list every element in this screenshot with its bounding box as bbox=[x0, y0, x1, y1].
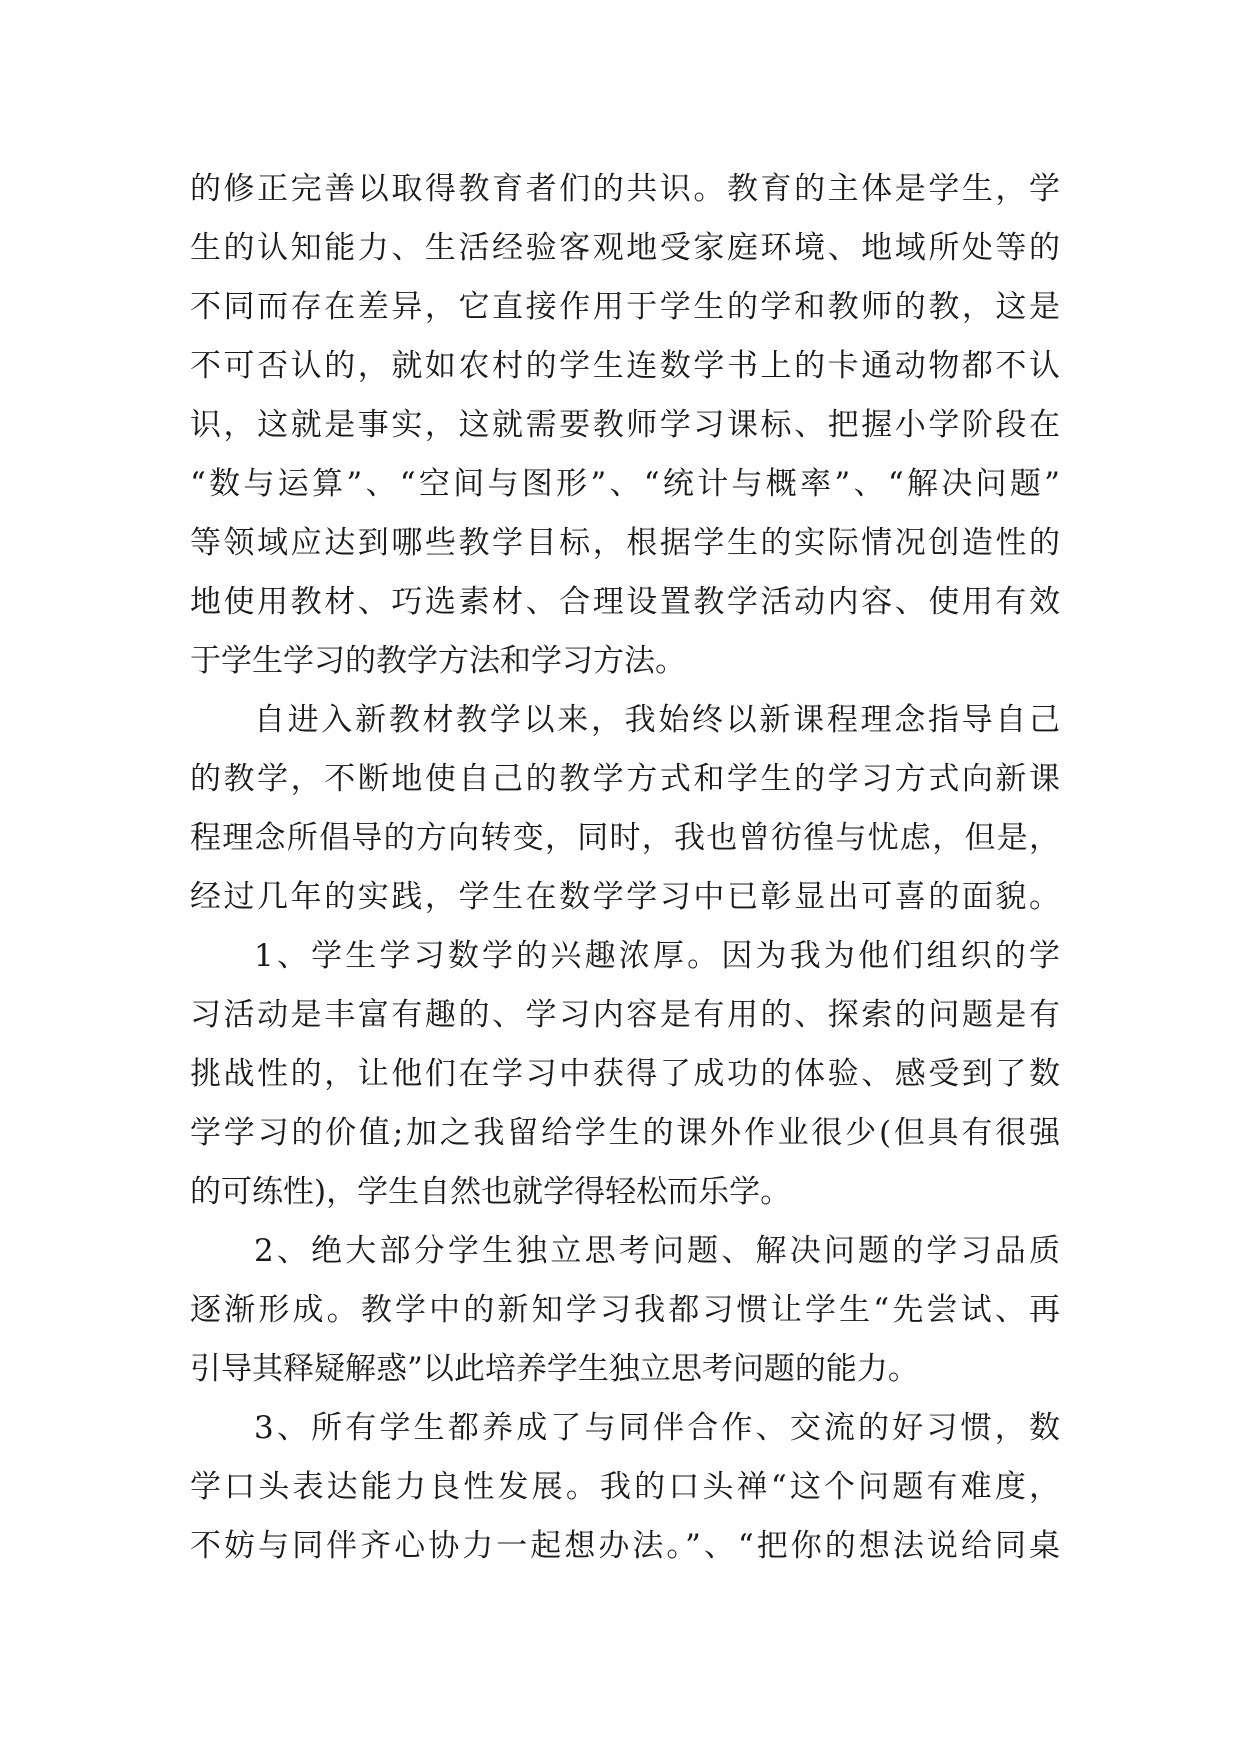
text-line: 的可练性)，学生自然也就学得轻松而乐学。 bbox=[190, 1174, 792, 1210]
text-line: 的教学，不断地使自己的教学方式和学生的学习方式向新课 bbox=[190, 761, 1060, 797]
text-line: 识，这就是事实，这就需要教师学习课标、把握小学阶段在 bbox=[190, 407, 1060, 443]
text-line: 不可否认的，就如农村的学生连数学书上的卡通动物都不认 bbox=[190, 348, 1060, 384]
text-line: 挑战性的，让他们在学习中获得了成功的体验、感受到了数 bbox=[190, 1056, 1060, 1092]
text-line: 1、学生学习数学的兴趣浓厚。因为我为他们组织的学 bbox=[254, 938, 1060, 974]
text-line: 地使用教材、巧选素材、合理设置教学活动内容、使用有效 bbox=[190, 584, 1060, 620]
text-line: 不妨与同伴齐心协力一起想办法。”、“把你的想法说给同桌 bbox=[190, 1528, 1060, 1564]
text-line: 学学习的价值;加之我留给学生的课外作业很少(但具有很强 bbox=[190, 1115, 1060, 1151]
text-line: 生的认知能力、生活经验客观地受家庭环境、地域所处等的 bbox=[190, 230, 1060, 266]
text-line: 等领域应达到哪些教学目标，根据学生的实际情况创造性的 bbox=[190, 525, 1060, 561]
text-line: 于学生学习的教学方法和学习方法。 bbox=[190, 643, 686, 679]
text-line: 经过几年的实践，学生在数学学习中已彰显出可喜的面貌。 bbox=[190, 879, 1060, 915]
text-line: 引导其释疑解惑”以此培养学生独立思考问题的能力。 bbox=[190, 1351, 919, 1387]
text-line: 程理念所倡导的方向转变，同时，我也曾彷徨与忧虑，但是， bbox=[190, 820, 1060, 856]
text-line: “数与运算”、“空间与图形”、“统计与概率”、“解决问题” bbox=[190, 466, 1060, 502]
text-line: 习活动是丰富有趣的、学习内容是有用的、探索的问题是有 bbox=[190, 997, 1060, 1033]
text-line: 学口头表达能力良性发展。我的口头禅“这个问题有难度， bbox=[190, 1469, 1060, 1505]
body-text bbox=[190, 160, 1060, 1576]
text-line: 3、所有学生都养成了与同伴合作、交流的好习惯，数 bbox=[254, 1410, 1060, 1446]
text-line: 的修正完善以取得教育者们的共识。教育的主体是学生，学 bbox=[190, 171, 1060, 207]
text-line: 2、绝大部分学生独立思考问题、解决问题的学习品质 bbox=[254, 1233, 1060, 1269]
text-line: 自进入新教材教学以来，我始终以新课程理念指导自己 bbox=[254, 702, 1060, 738]
text-line: 不同而存在差异，它直接作用于学生的学和教师的教，这是 bbox=[190, 289, 1060, 325]
text-line: 逐渐形成。教学中的新知学习我都习惯让学生“先尝试、再 bbox=[190, 1292, 1060, 1328]
